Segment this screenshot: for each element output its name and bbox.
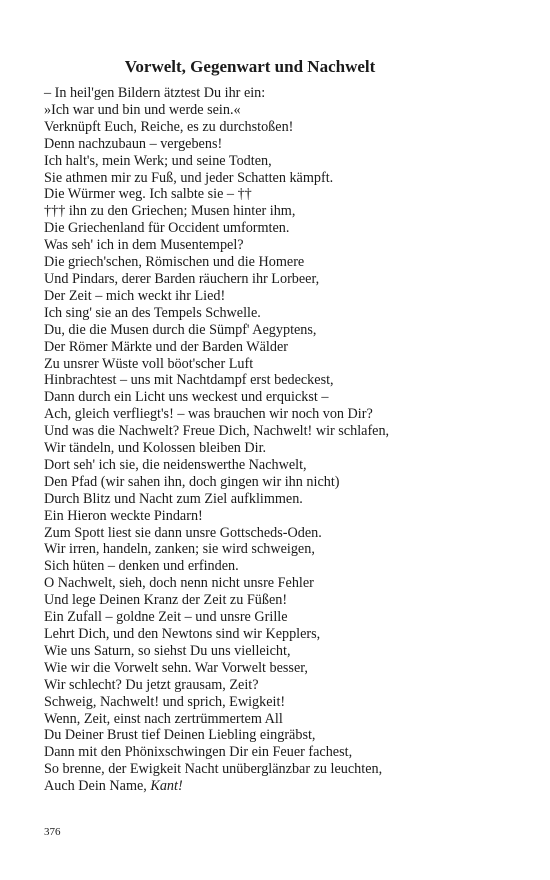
poem-line: Den Pfad (wir sahen ihn, doch gingen wir ihn nicht) bbox=[44, 473, 340, 490]
poem-line: Wir tändeln, und Kolossen bleiben Dir. bbox=[44, 440, 267, 457]
poem-line: Verknüpft Euch, Reiche, es zu durchstoßen! bbox=[44, 118, 294, 135]
poem-line: Wenn, Zeit, einst nach zertrümmertem All bbox=[44, 710, 283, 727]
last-line-emphasis: Kant! bbox=[150, 778, 183, 795]
poem-line: Lehrt Dich, und den Newtons sind wir Kepplers, bbox=[44, 626, 321, 642]
poem-line: ††† ihn zu den Griechen; Musen hinter ihm, bbox=[44, 203, 296, 220]
poem-line: Zum Spott liest sie dann unsre Gottscheds-Oden. bbox=[44, 524, 322, 541]
poem-line: Zu unsrer Wüste voll böot'scher Luft bbox=[44, 355, 254, 372]
poem-line: Die Griechenland für Occident umformten. bbox=[44, 220, 290, 237]
poem-line: Sich hüten – denken und erfinden. bbox=[44, 558, 239, 575]
poem-line: Und was die Nachwelt? Freue Dich, Nachwelt! wir schlafen, bbox=[44, 423, 390, 440]
poem-line bbox=[44, 778, 514, 795]
poem-line: Wie uns Saturn, so siehst Du uns vielleicht, bbox=[44, 642, 291, 659]
poem-line: Sie athmen mir zu Fuß, und jeder Schatten kämpft. bbox=[44, 169, 334, 186]
poem-line: Durch Blitz und Nacht zum Ziel aufklimmen. bbox=[44, 490, 303, 507]
poem-line: Wir schlecht? Du jetzt grausam, Zeit? bbox=[44, 676, 259, 693]
poem-line: Dort seh' ich sie, die neidenswerthe Nachwelt, bbox=[44, 456, 307, 473]
poem-line: Was seh' ich in dem Musentempel? bbox=[44, 237, 244, 254]
poem-line: Ein Hieron weckte Pindarn! bbox=[44, 507, 203, 524]
poem-line: Ein Zufall – goldne Zeit – und unsre Grille bbox=[44, 609, 288, 626]
poem-line: Die griech'schen, Römischen und die Homere bbox=[44, 254, 305, 271]
poem-line: Du, die die Musen durch die Sümpf' Aegyptens, bbox=[44, 321, 317, 338]
poem-line: Und lege Deinen Kranz der Zeit zu Füßen! bbox=[44, 592, 288, 609]
poem-line: Denn nachzubaun – vergebens! bbox=[44, 135, 223, 152]
last-line-prefix: Auch Dein Name, bbox=[44, 778, 151, 795]
poem-line: »Ich war und bin und werde sein.« bbox=[44, 101, 241, 118]
poem-line: Wir irren, handeln, zanken; sie wird schweigen, bbox=[44, 541, 315, 558]
poem-body bbox=[44, 85, 514, 795]
poem-line: So brenne, der Ewigkeit Nacht unüberglänzbar zu leuchten, bbox=[44, 761, 383, 778]
poem-line: Die Würmer weg. Ich salbte sie – †† bbox=[44, 186, 252, 203]
poem-line: O Nachwelt, sieh, doch nenn nicht unsre Fehler bbox=[44, 575, 314, 592]
poem-line: Dann durch ein Licht uns weckest und erquickst – bbox=[44, 389, 329, 406]
poem-line: Wie wir die Vorwelt sehn. War Vorwelt besser, bbox=[44, 659, 308, 676]
poem-line: Hinbrachtest – uns mit Nachtdampf erst bedeckest, bbox=[44, 372, 334, 389]
poem-line: Ach, gleich verfliegt's! – was brauchen wir noch von Dir? bbox=[44, 406, 373, 423]
poem-line: Ich halt's, mein Werk; und seine Todten, bbox=[44, 152, 272, 169]
poem-line: Der Römer Märkte und der Barden Wälder bbox=[44, 338, 288, 355]
poem-line: Du Deiner Brust tief Deinen Liebling eingräbst, bbox=[44, 727, 316, 744]
poem-line: Schweig, Nachwelt! und sprich, Ewigkeit! bbox=[44, 693, 286, 710]
page-number: 376 bbox=[44, 826, 61, 838]
poem-title: Vorwelt, Gegenwart und Nachwelt bbox=[124, 57, 376, 76]
poem-line: Ich sing' sie an des Tempels Schwelle. bbox=[44, 304, 261, 321]
poem-line: Und Pindars, derer Barden räuchern ihr Lorbeer, bbox=[44, 270, 320, 287]
poem-line: – In heil'gen Bildern ätztest Du ihr ein: bbox=[44, 85, 266, 101]
poem-line: Dann mit den Phönixschwingen Dir ein Feuer fachest, bbox=[44, 744, 353, 761]
poem-line: Der Zeit – mich weckt ihr Lied! bbox=[44, 287, 226, 304]
